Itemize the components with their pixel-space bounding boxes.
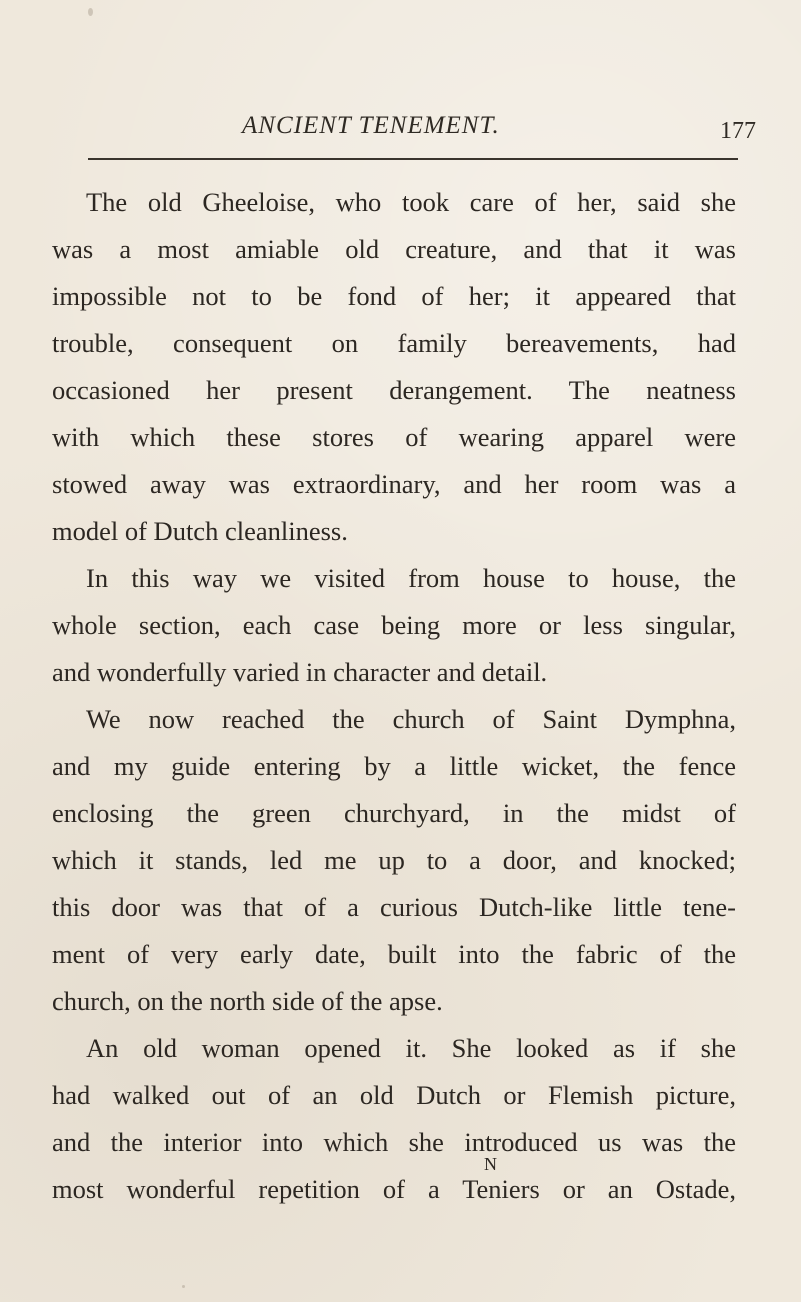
text-line: enclosing the green churchyard, in the midst of — [52, 798, 736, 828]
text-line: ment of very early date, built into the fabric of the — [52, 939, 736, 969]
running-head: ANCIENT TENEMENT. — [242, 112, 500, 139]
text-line: most wonderful repetition of a Teniers or an Ostade, — [52, 1174, 736, 1204]
paper-speck — [612, 1150, 614, 1152]
text-line: and the interior into which she introduced us was the — [52, 1127, 736, 1157]
text-line: church, on the north side of the apse. — [52, 986, 443, 1016]
text-line: whole section, each case being more or less singular, — [52, 610, 736, 640]
text-line: In this way we visited from house to house, the — [86, 563, 736, 593]
text-line: and wonderfully varied in character and detail. — [52, 657, 548, 687]
text-line: which it stands, led me up to a door, and knocked; — [52, 845, 736, 875]
text-line: model of Dutch cleanliness. — [52, 516, 348, 546]
text-line: had walked out of an old Dutch or Flemish picture, — [52, 1080, 736, 1110]
text-line: An old woman opened it. She looked as if she — [86, 1033, 736, 1063]
paper-speck — [88, 8, 93, 16]
text-line: The old Gheeloise, who took care of her, said she — [86, 187, 736, 217]
text-line: with which these stores of wearing apparel were — [52, 422, 736, 452]
text-line: this door was that of a curious Dutch-like little tene- — [52, 892, 736, 922]
text-line: trouble, consequent on family bereavements, had — [52, 328, 736, 358]
text-line: and my guide entering by a little wicket, the fence — [52, 751, 736, 781]
text-line: was a most amiable old creature, and that it was — [52, 234, 736, 264]
signature-mark: N — [484, 1154, 497, 1174]
page-number: 177 — [720, 118, 756, 144]
paper-speck — [182, 1285, 185, 1288]
text-line: occasioned her present derangement. The neatness — [52, 375, 736, 405]
text-line: stowed away was extraordinary, and her room was a — [52, 469, 736, 499]
header-rule — [88, 158, 738, 160]
text-line: impossible not to be fond of her; it appeared that — [52, 281, 736, 311]
text-line: We now reached the church of Saint Dymphna, — [86, 704, 736, 734]
